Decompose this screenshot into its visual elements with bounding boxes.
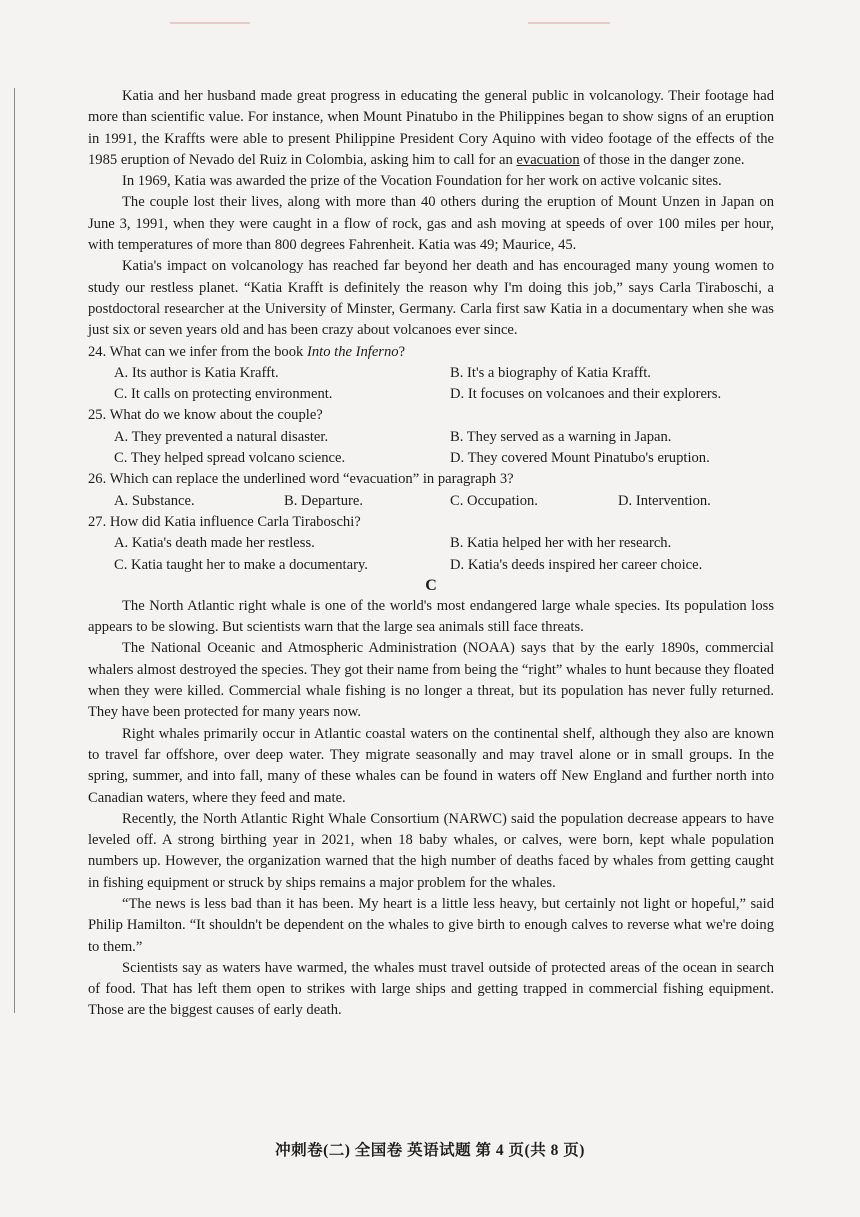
option-c: C. Katia taught her to make a documentary.	[114, 556, 368, 573]
passage-c	[88, 576, 774, 1022]
paragraph: Katia and her husband made great progress in educating the general public in volcanology. Their footage had more than scientific value. For instance, when Mount Pinatubo in the Philippines began to show signs of an eruption in 1991, the Kraffts were able to present Philippine President Cory Aquino with video footage of the effects of the 1985 eruption of Nevado del Ruiz in Colombia, asking him to call for an evacuation of those in the danger zone.	[88, 88, 774, 168]
section-heading: C	[425, 576, 437, 594]
options	[88, 533, 774, 576]
options	[88, 363, 774, 406]
option-b: B. It's a biography of Katia Krafft.	[450, 364, 651, 381]
option-d: D. It focuses on volcanoes and their explorers.	[450, 386, 722, 403]
question-stem: 25. What do we know about the couple?	[88, 407, 323, 424]
page-content	[88, 86, 774, 1022]
option-d: D. Intervention.	[618, 492, 711, 509]
option-d: D. They covered Mount Pinatubo's eruption.	[450, 450, 710, 467]
paragraph: “The news is less bad than it has been. My heart is a little less heavy, but certainly not light or hopeful,” said Philip Hamilton. “It shouldn't be dependent on the whales to give birth to enough calves to reverse what we're doing to them.”	[88, 895, 774, 955]
option-b: B. They served as a warning in Japan.	[450, 428, 672, 445]
option-b: B. Katia helped her with her research.	[450, 535, 672, 552]
scan-mark	[170, 22, 250, 24]
question-27	[88, 512, 774, 576]
paragraph: Katia's impact on volcanology has reached far beyond her death and has encouraged many young women to study our restless planet. “Katia Krafft is definitely the reason why I'm doing this job,” says Carla Tiraboschi, a postdoctoral researcher at the University of Minster, Germany. Carla first saw Katia in a documentary when she was just six or seven years old and has been crazy about volcanoes ever since.	[88, 258, 774, 339]
paragraph: Right whales primarily occur in Atlantic coastal waters on the continental shelf, although they also are known to travel far offshore, over deep water. They migrate seasonally and may travel alone or in small groups. In the spring, summer, and into fall, many of these whales can be found in waters off New England and further north into Canadian waters, where they feed and mate.	[88, 725, 774, 806]
option-c: C. They helped spread volcano science.	[114, 450, 346, 467]
page-footer: 冲刺卷(二) 全国卷 英语试题 第 4 页(共 8 页)	[275, 1142, 585, 1159]
question-stem: 26. Which can replace the underlined word “evacuation” in paragraph 3?	[88, 471, 514, 488]
paragraph: The couple lost their lives, along with more than 40 others during the eruption of Mount Unzen in Japan on June 3, 1991, when they were caught in a flow of rock, gas and ash moving at speeds of over 100 miles per hour, with temperatures of more than 800 degrees Fahrenheit. Katia was 49; Maurice, 45.	[88, 194, 774, 254]
options	[88, 491, 774, 512]
question-stem: 24. What can we infer from the book Into the Inferno?	[88, 343, 406, 360]
scan-mark	[528, 22, 610, 24]
paragraph: The North Atlantic right whale is one of the world's most endangered large whale species. Its population loss appears to be slowing. But scientists warn that the large sea animals still face threats.	[88, 597, 774, 636]
binding-margin-line	[14, 88, 15, 1013]
question-25	[88, 405, 774, 469]
option-a: A. Katia's death made her restless.	[114, 535, 315, 552]
option-b: B. Departure.	[284, 492, 364, 509]
option-d: D. Katia's deeds inspired her career choice.	[450, 556, 703, 573]
question-stem: 27. How did Katia influence Carla Tiraboschi?	[88, 513, 361, 530]
option-a: A. Its author is Katia Krafft.	[114, 364, 279, 381]
paragraph: In 1969, Katia was awarded the prize of the Vocation Foundation for her work on active volcanic sites.	[122, 173, 722, 190]
option-a: A. Substance.	[114, 492, 195, 509]
question-24	[88, 342, 774, 406]
option-c: C. Occupation.	[450, 492, 538, 509]
option-c: C. It calls on protecting environment.	[114, 386, 333, 403]
question-26	[88, 469, 774, 512]
passage-b	[88, 86, 774, 342]
options	[88, 427, 774, 470]
paragraph: The National Oceanic and Atmospheric Administration (NOAA) says that by the early 1890s, commercial whalers almost destroyed the species. They got their name from being the “right” whales to hunt because they floated when they were killed. Commercial whale fishing is no longer a threat, but its population has never fully returned. They have been protected for many years now.	[88, 640, 774, 721]
paragraph: Scientists say as waters have warmed, the whales must travel outside of protected areas of the ocean in search of food. That has left them open to strikes with large ships and getting trapped in commercial fishing equipment. Those are the biggest causes of early death.	[88, 959, 774, 1019]
option-a: A. They prevented a natural disaster.	[114, 428, 329, 445]
paragraph: Recently, the North Atlantic Right Whale Consortium (NARWC) said the population decrease appears to have leveled off. A strong birthing year in 2021, when 18 baby whales, or calves, were born, kept whale population numbers up. However, the organization warned that the high number of deaths faced by whales from getting caught in fishing equipment or struck by ships remains a major problem for the whales.	[88, 810, 774, 891]
underlined-word: evacuation	[516, 151, 580, 168]
